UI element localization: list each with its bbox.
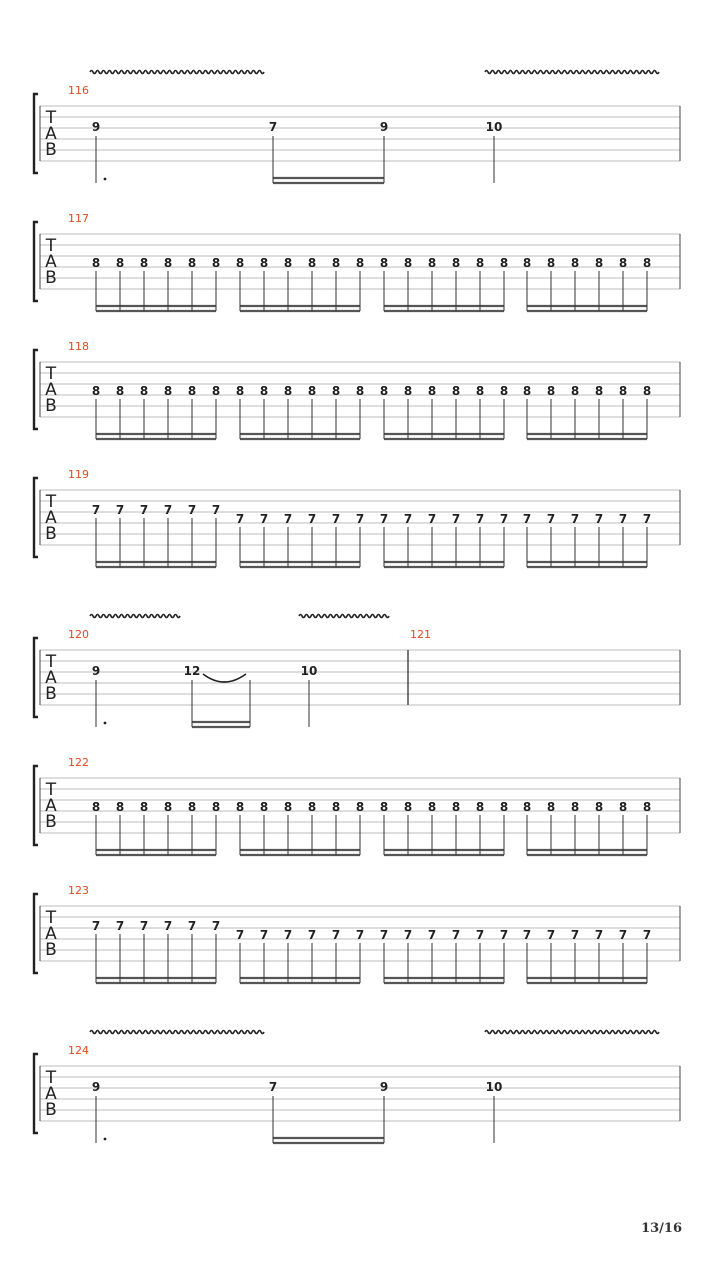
fret-number: 8	[379, 384, 389, 398]
dotted-note	[104, 178, 107, 181]
fret-number: 7	[355, 512, 365, 526]
fret-number: 7	[115, 919, 125, 933]
fret-number: 8	[307, 800, 317, 814]
fret-number: 12	[183, 664, 201, 678]
tab-clef-letter: B	[45, 140, 57, 160]
fret-number: 8	[642, 256, 652, 270]
fret-number: 7	[379, 928, 389, 942]
tab-clef-letter: T	[45, 236, 57, 256]
staff-bracket	[34, 766, 38, 845]
staff-system	[34, 468, 680, 567]
tab-clef-letter: T	[45, 364, 57, 384]
fret-number: 8	[546, 800, 556, 814]
tab-clef-letter: A	[45, 252, 57, 272]
fret-number: 8	[403, 256, 413, 270]
fret-number: 7	[499, 512, 509, 526]
fret-number: 7	[163, 919, 173, 933]
fret-number: 8	[618, 800, 628, 814]
page-number: 13/16	[641, 1221, 682, 1236]
tab-clef-letter: A	[45, 380, 57, 400]
measure-number: 120	[68, 628, 89, 641]
fret-number: 8	[259, 384, 269, 398]
fret-number: 7	[259, 928, 269, 942]
fret-number: 8	[475, 256, 485, 270]
tab-clef-letter: A	[45, 124, 57, 144]
fret-number: 7	[187, 919, 197, 933]
vibrato-mark	[90, 1031, 264, 1034]
fret-number: 8	[379, 800, 389, 814]
tab-clef-letter: B	[45, 396, 57, 416]
fret-number: 8	[594, 384, 604, 398]
tab-clef-letter: A	[45, 668, 57, 688]
fret-number: 8	[618, 384, 628, 398]
tab-clef-letter: T	[45, 108, 57, 128]
fret-number: 8	[594, 800, 604, 814]
staff-system	[34, 884, 680, 983]
fret-number: 7	[139, 503, 149, 517]
tab-clef-letter: A	[45, 796, 57, 816]
fret-number: 8	[235, 256, 245, 270]
measure-number: 118	[68, 340, 89, 353]
measure-number: 123	[68, 884, 89, 897]
fret-number: 8	[211, 800, 221, 814]
fret-number: 8	[451, 256, 461, 270]
fret-number: 8	[379, 256, 389, 270]
tab-clef-letter: B	[45, 1100, 57, 1120]
staff-bracket	[34, 894, 38, 973]
fret-number: 8	[187, 256, 197, 270]
fret-number: 8	[499, 800, 509, 814]
fret-number: 7	[379, 512, 389, 526]
staff-system	[34, 756, 680, 855]
staff-system	[34, 615, 680, 728]
fret-number: 8	[475, 384, 485, 398]
fret-number: 7	[522, 928, 532, 942]
staff-system	[34, 212, 680, 311]
tab-clef-letter: T	[45, 1068, 57, 1088]
fret-number: 7	[642, 928, 652, 942]
fret-number: 7	[331, 928, 341, 942]
fret-number: 8	[355, 256, 365, 270]
fret-number: 8	[259, 256, 269, 270]
fret-number: 7	[211, 503, 221, 517]
fret-number: 8	[499, 256, 509, 270]
fret-number: 7	[355, 928, 365, 942]
fret-number: 9	[379, 1080, 389, 1094]
fret-number: 8	[307, 384, 317, 398]
fret-number: 8	[427, 256, 437, 270]
measure-number: 117	[68, 212, 89, 225]
fret-number: 7	[499, 928, 509, 942]
fret-number: 8	[307, 256, 317, 270]
fret-number: 9	[379, 120, 389, 134]
fret-number: 8	[475, 800, 485, 814]
staff-system	[34, 1031, 680, 1144]
fret-number: 8	[331, 256, 341, 270]
fret-number: 8	[403, 800, 413, 814]
vibrato-mark	[485, 71, 659, 74]
fret-number: 7	[403, 928, 413, 942]
fret-number: 8	[163, 256, 173, 270]
fret-number: 7	[91, 919, 101, 933]
staff-bracket	[34, 1054, 38, 1133]
fret-number: 10	[300, 664, 318, 678]
fret-number: 8	[91, 256, 101, 270]
fret-number: 8	[642, 800, 652, 814]
fret-number: 7	[268, 120, 278, 134]
fret-number: 8	[139, 800, 149, 814]
fret-number: 8	[331, 800, 341, 814]
dotted-note	[104, 722, 107, 725]
tab-clef-letter: T	[45, 780, 57, 800]
vibrato-mark	[485, 1031, 659, 1034]
vibrato-mark	[299, 615, 389, 618]
fret-number: 7	[403, 512, 413, 526]
fret-number: 8	[451, 800, 461, 814]
tab-clef-letter: B	[45, 268, 57, 288]
fret-number: 7	[235, 928, 245, 942]
fret-number: 8	[451, 384, 461, 398]
tab-clef-letter: B	[45, 524, 57, 544]
fret-number: 7	[618, 512, 628, 526]
fret-number: 7	[307, 512, 317, 526]
staff-bracket	[34, 350, 38, 429]
measure-number: 119	[68, 468, 89, 481]
tab-clef-letter: T	[45, 908, 57, 928]
fret-number: 7	[163, 503, 173, 517]
tab-clef-letter: B	[45, 812, 57, 832]
fret-number: 7	[618, 928, 628, 942]
fret-number: 7	[91, 503, 101, 517]
fret-number: 8	[355, 384, 365, 398]
dotted-note	[104, 1138, 107, 1141]
fret-number: 8	[283, 800, 293, 814]
fret-number: 8	[570, 384, 580, 398]
fret-number: 8	[546, 384, 556, 398]
fret-number: 8	[522, 256, 532, 270]
fret-number: 9	[91, 1080, 101, 1094]
fret-number: 7	[475, 928, 485, 942]
tab-clef-letter: A	[45, 1084, 57, 1104]
tab-clef-letter: T	[45, 492, 57, 512]
fret-number: 7	[427, 928, 437, 942]
fret-number: 9	[91, 120, 101, 134]
fret-number: 8	[522, 800, 532, 814]
fret-number: 7	[451, 512, 461, 526]
fret-number: 7	[139, 919, 149, 933]
fret-number: 7	[570, 928, 580, 942]
tab-clef-letter: B	[45, 940, 57, 960]
fret-number: 7	[307, 928, 317, 942]
fret-number: 8	[187, 384, 197, 398]
fret-number: 8	[570, 800, 580, 814]
fret-number: 8	[211, 256, 221, 270]
fret-number: 8	[91, 384, 101, 398]
fret-number: 7	[546, 512, 556, 526]
fret-number: 8	[594, 256, 604, 270]
fret-number: 8	[618, 256, 628, 270]
fret-number: 7	[268, 1080, 278, 1094]
measure-number: 121	[410, 628, 431, 641]
fret-number: 8	[235, 384, 245, 398]
fret-number: 8	[187, 800, 197, 814]
fret-number: 7	[594, 928, 604, 942]
tab-clef-letter: B	[45, 684, 57, 704]
fret-number: 8	[499, 384, 509, 398]
fret-number: 7	[594, 512, 604, 526]
fret-number: 7	[570, 512, 580, 526]
fret-number: 7	[331, 512, 341, 526]
fret-number: 7	[187, 503, 197, 517]
fret-number: 8	[115, 256, 125, 270]
staff-bracket	[34, 222, 38, 301]
fret-number: 8	[403, 384, 413, 398]
fret-number: 8	[259, 800, 269, 814]
fret-number: 7	[283, 512, 293, 526]
fret-number: 8	[642, 384, 652, 398]
fret-number: 8	[546, 256, 556, 270]
fret-number: 8	[427, 800, 437, 814]
tab-clef-letter: T	[45, 652, 57, 672]
staff-bracket	[34, 478, 38, 557]
tab-clef-letter: A	[45, 508, 57, 528]
fret-number: 7	[283, 928, 293, 942]
fret-number: 7	[211, 919, 221, 933]
fret-number: 7	[427, 512, 437, 526]
fret-number: 7	[235, 512, 245, 526]
staff-bracket	[34, 94, 38, 173]
fret-number: 7	[259, 512, 269, 526]
vibrato-mark	[90, 615, 180, 618]
fret-number: 8	[522, 384, 532, 398]
fret-number: 8	[139, 384, 149, 398]
fret-number: 8	[283, 256, 293, 270]
measure-number: 122	[68, 756, 89, 769]
staff-bracket	[34, 638, 38, 717]
measure-number: 116	[68, 84, 89, 97]
fret-number: 8	[570, 256, 580, 270]
fret-number: 8	[427, 384, 437, 398]
fret-number: 10	[485, 1080, 503, 1094]
fret-number: 8	[115, 384, 125, 398]
fret-number: 7	[642, 512, 652, 526]
fret-number: 7	[546, 928, 556, 942]
fret-number: 7	[115, 503, 125, 517]
fret-number: 8	[235, 800, 245, 814]
fret-number: 8	[139, 256, 149, 270]
fret-number: 8	[91, 800, 101, 814]
fret-number: 8	[283, 384, 293, 398]
tab-clef-letter: A	[45, 924, 57, 944]
fret-number: 7	[451, 928, 461, 942]
fret-number: 7	[475, 512, 485, 526]
fret-number: 8	[211, 384, 221, 398]
fret-number: 8	[163, 384, 173, 398]
staff-system	[34, 340, 680, 439]
slur-arc	[203, 674, 246, 682]
fret-number: 8	[115, 800, 125, 814]
fret-number: 9	[91, 664, 101, 678]
measure-number: 124	[68, 1044, 89, 1057]
fret-number: 7	[522, 512, 532, 526]
fret-number: 8	[331, 384, 341, 398]
fret-number: 8	[163, 800, 173, 814]
fret-number: 8	[355, 800, 365, 814]
staff-system	[34, 71, 680, 184]
fret-number: 10	[485, 120, 503, 134]
vibrato-mark	[90, 71, 264, 74]
